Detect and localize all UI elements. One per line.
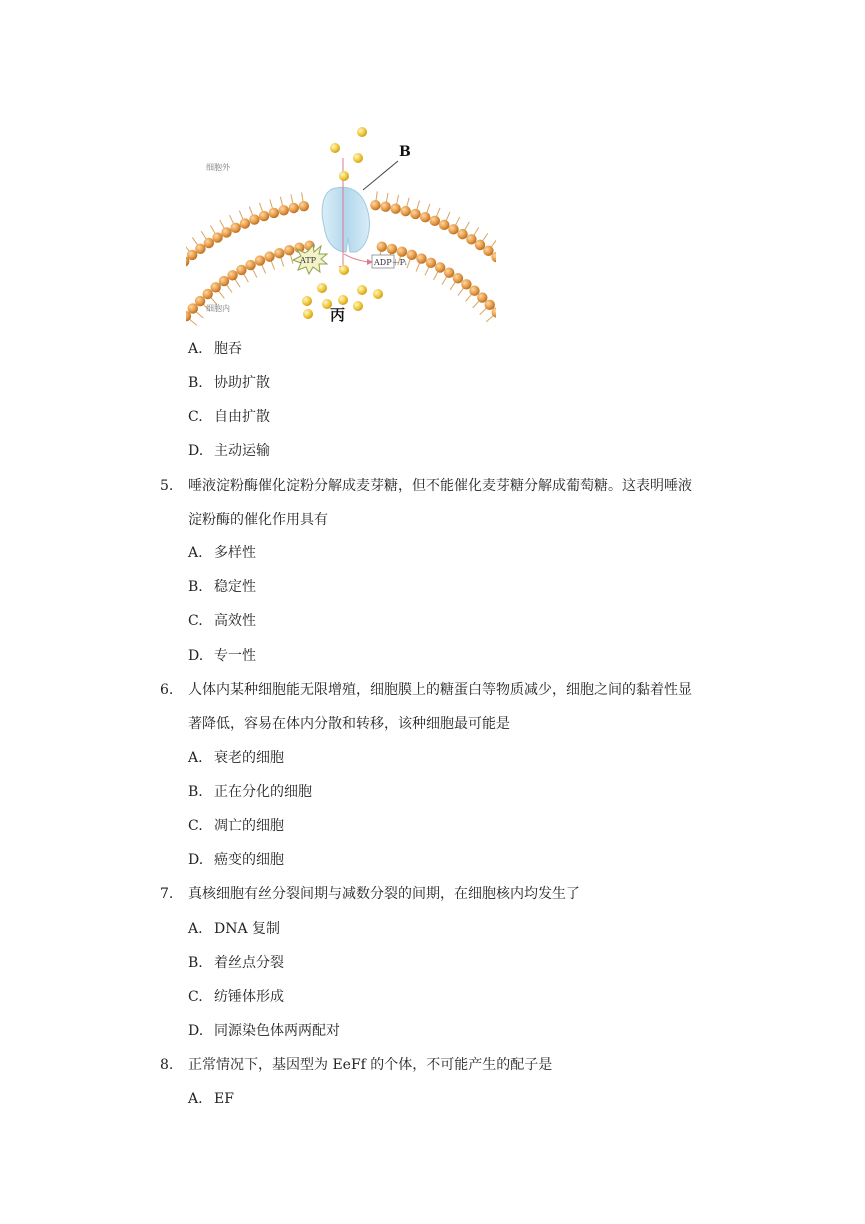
q6-stem: 6. 人体内某种细胞能无限增殖，细胞膜上的糖蛋白等物质减少，细胞之间的黏着性显: [160, 682, 692, 698]
q4-option-c[interactable]: C. 自由扩散: [188, 409, 270, 425]
q7-stem: 7. 真核细胞有丝分裂间期与减数分裂的间期，在细胞核内均发生了: [160, 886, 580, 902]
membrane-transport-figure: [186, 118, 496, 326]
q4-option-b[interactable]: B. 协助扩散: [188, 375, 270, 391]
q7-option-b[interactable]: B. 着丝点分裂: [188, 955, 284, 971]
atp-label: ATP: [300, 256, 317, 265]
q5-stem-cont: 淀粉酶的催化作用具有: [188, 512, 328, 528]
q7-option-d[interactable]: D. 同源染色体两两配对: [188, 1023, 340, 1039]
q6-option-d[interactable]: D. 癌变的细胞: [188, 852, 284, 868]
q6-option-b[interactable]: B. 正在分化的细胞: [188, 784, 312, 800]
adp-label: ADP＋Pᵢ: [374, 258, 407, 267]
q6-stem-cont: 著降低，容易在体内分散和转移，该种细胞最可能是: [188, 716, 510, 732]
q7-option-c[interactable]: C. 纺锤体形成: [188, 989, 284, 1005]
label-b: B: [399, 144, 411, 160]
label-caption: 丙: [330, 306, 346, 324]
label-inside: 细胞内: [206, 304, 230, 313]
q8-stem: 8. 正常情况下，基因型为 EeFf 的个体，不可能产生的配子是: [160, 1057, 553, 1073]
q5-option-d[interactable]: D. 专一性: [188, 648, 256, 664]
q5-option-a[interactable]: A. 多样性: [188, 545, 256, 561]
q5-stem: 5. 唾液淀粉酶催化淀粉分解成麦芽糖，但不能催化麦芽糖分解成葡萄糖。这表明唾液: [160, 478, 692, 494]
q4-option-a[interactable]: A. 胞吞: [188, 341, 242, 357]
q7-option-a[interactable]: A. DNA 复制: [188, 921, 281, 937]
q8-option-a[interactable]: A. EF: [188, 1091, 234, 1107]
q6-option-a[interactable]: A. 衰老的细胞: [188, 750, 284, 766]
q6-option-c[interactable]: C. 凋亡的细胞: [188, 818, 284, 834]
q5-option-b[interactable]: B. 稳定性: [188, 579, 256, 595]
q4-option-d[interactable]: D. 主动运输: [188, 443, 270, 459]
carrier-protein: [322, 187, 369, 252]
q5-option-c[interactable]: C. 高效性: [188, 613, 256, 629]
label-outside: 细胞外: [206, 163, 230, 172]
